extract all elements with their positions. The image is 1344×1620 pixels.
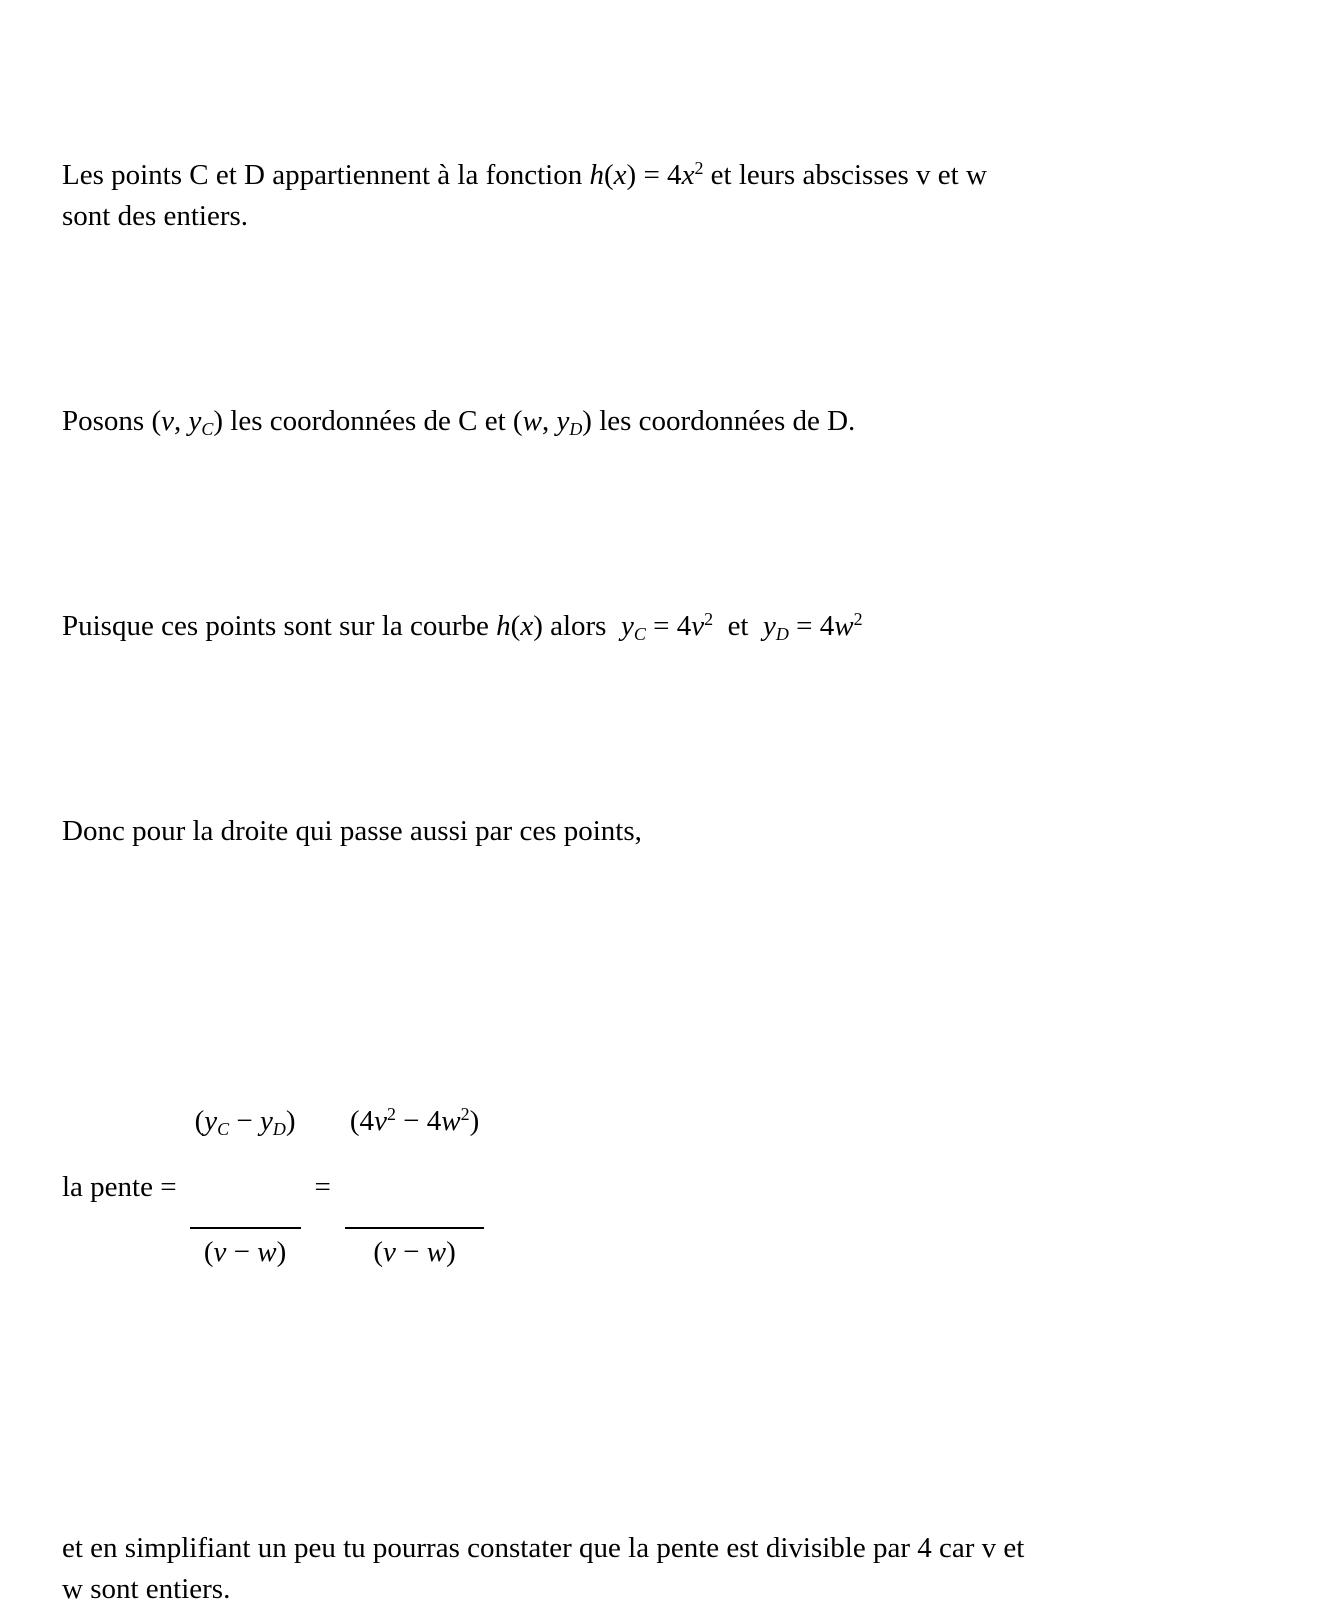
slope-formula	[62, 1019, 1312, 1355]
paragraph-coordinates: Posons (v, yC) les coordonnées de C et (w, yD) les coordonnées de D.	[62, 405, 856, 440]
formula-lhs: la pente =	[62, 1170, 177, 1203]
paragraph-intro: Les points C et D appartiennent à la fonction $h(x) = 4x^2$ et leurs abscisses v et w sont des entiers.	[62, 158, 987, 232]
paragraph-conclusion: et en simplifiant un peu tu pourras constater que la pente est divisible par 4 car v et w sont entiers.	[62, 1532, 1025, 1605]
fraction-expanded-numerator: $(4v^2 - 4w^2)$	[349, 1104, 480, 1137]
paragraph-curve-values: Puisque ces points sont sur la courbe h(x) alors yC = $4v^2$ et yD = $4w^2$	[62, 609, 863, 645]
fraction-expanded	[345, 1019, 484, 1355]
fraction-symbolic-denominator: (v − w)	[190, 1227, 301, 1273]
paragraph-line-intro: Donc pour la droite qui passe aussi par ces points,	[62, 815, 642, 847]
fraction-symbolic-numerator: (yC − yD)	[194, 1105, 296, 1140]
fraction-expanded-denominator: (v − w)	[345, 1227, 484, 1273]
formula-equals-sign: =	[314, 1170, 331, 1203]
fraction-symbolic	[190, 1019, 301, 1355]
document	[62, 73, 1312, 1620]
